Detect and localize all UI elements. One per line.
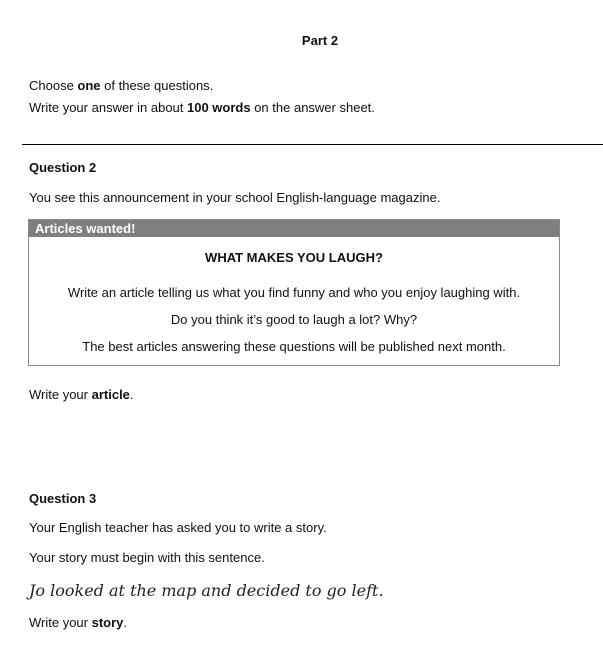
part-title: Part 2 [301,33,339,48]
question-3-line-2: Your story must begin with this sentence. [29,550,265,565]
instruction-words-pre: Write your answer in about [29,100,187,115]
instruction-choose-pre: Choose [29,78,78,93]
instruction-words [29,100,375,115]
announcement-line-2: Do you think it’s good to laugh a lot? Why? [170,312,418,327]
question-3-task-post: . [123,615,128,630]
announcement-title: WHAT MAKES YOU LAUGH? [205,250,383,265]
question-2-task-post: . [129,387,134,402]
announcement-line-3: The best articles answering these questions will be published next month. [82,339,506,354]
instruction-words-post: on the answer sheet. [250,100,375,115]
question-2-task-pre: Write your [29,387,92,402]
question-3-task-bold: story [91,615,124,630]
question-3-line-1: Your English teacher has asked you to write a story. [29,520,327,535]
announcement-line-1: Write an article telling us what you find funny and who you enjoy laughing with. [67,285,521,300]
instruction-words-bold: 100 words [187,100,251,115]
question-2-task-bold: article [91,387,130,402]
question-3-task-pre: Write your [29,615,92,630]
question-3-task [29,615,127,630]
question-3-heading: Question 3 [29,491,97,506]
section-divider [22,144,603,145]
announcement-box [28,219,560,366]
story-opening-sentence: Jo looked at the map and decided to go left. [29,581,384,600]
instruction-choose-post: of these questions. [100,78,214,93]
instruction-choose [29,78,213,93]
instruction-choose-bold: one [77,78,101,93]
question-2-task [29,387,134,402]
question-2-intro: You see this announcement in your school English-language magazine. [29,190,441,205]
announcement-header: Articles wanted! [29,220,559,237]
question-2-heading: Question 2 [29,160,97,175]
